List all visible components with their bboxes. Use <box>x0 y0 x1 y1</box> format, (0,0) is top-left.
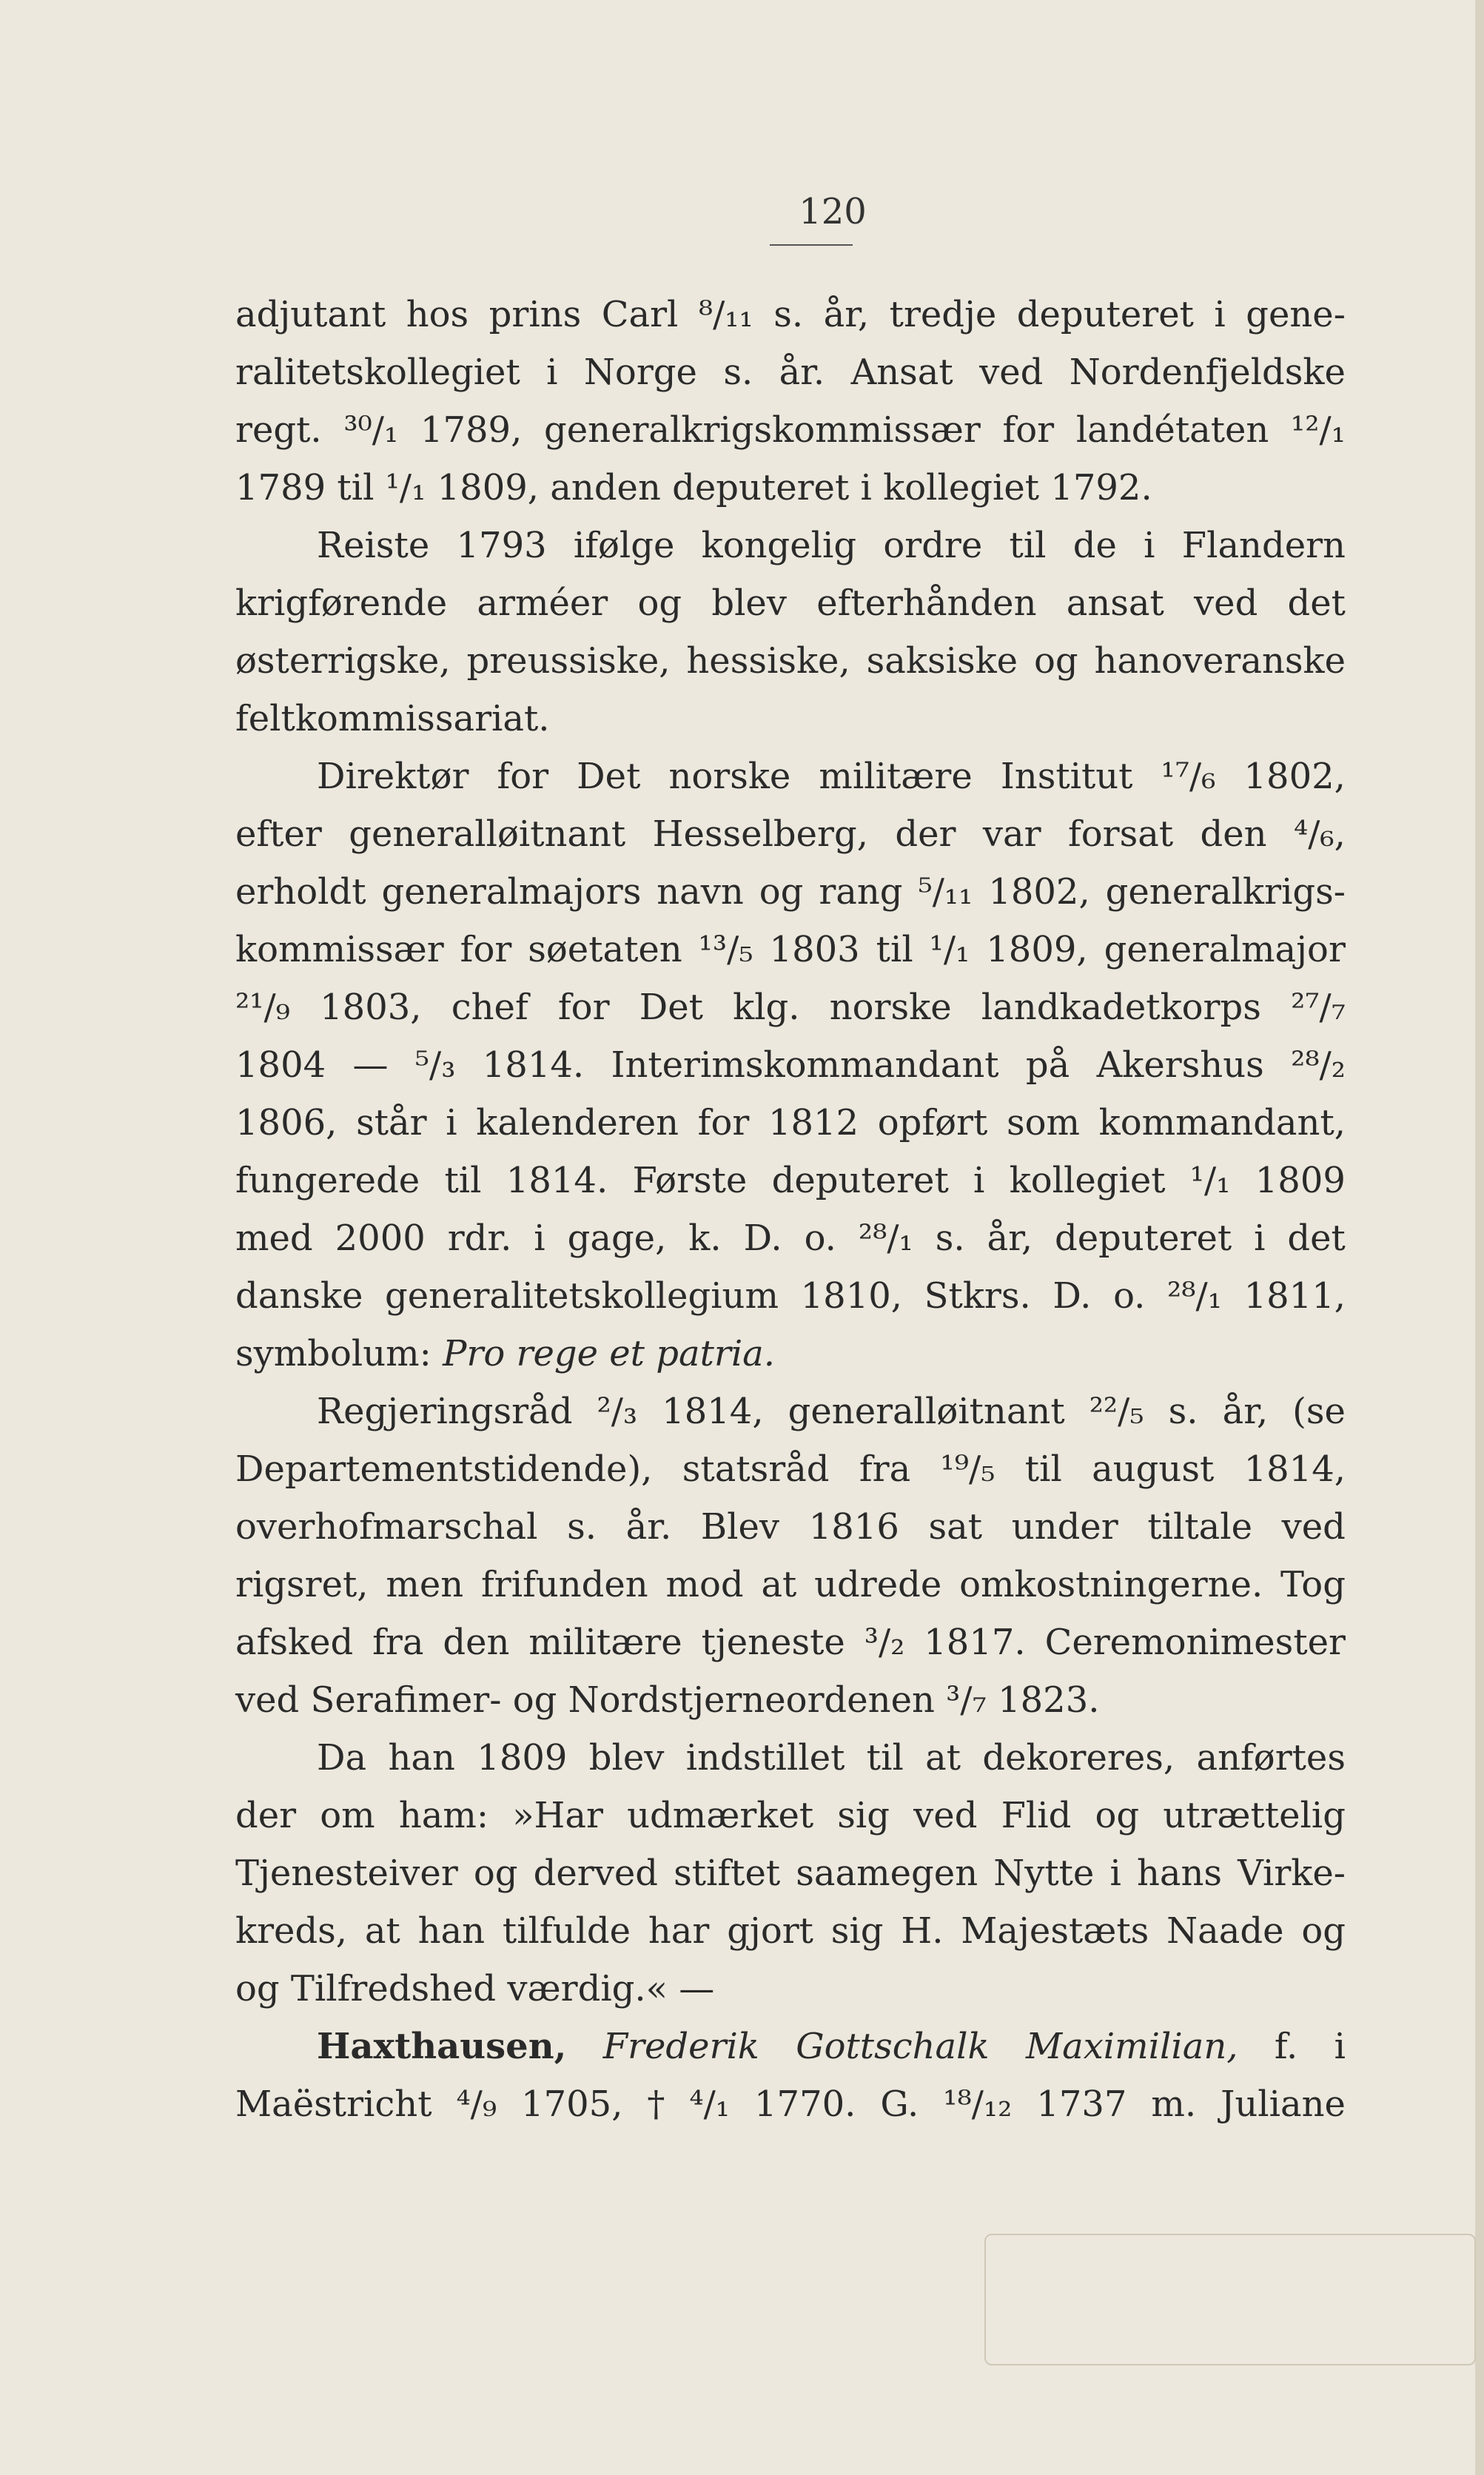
text-line <box>235 1787 1346 1844</box>
word: kollegiet <box>883 467 1040 508</box>
word: kommandant, <box>1098 1102 1346 1144</box>
word: o. <box>804 1218 836 1259</box>
word: opført <box>877 1102 988 1144</box>
word: 1737 <box>1036 2083 1127 2125</box>
word: Naade <box>1166 1910 1284 1952</box>
text-line <box>235 1671 1346 1729</box>
text-line <box>235 1152 1346 1209</box>
text-line <box>235 517 1346 574</box>
word: 2000 <box>335 1218 426 1259</box>
word: Tjenesteiver <box>235 1853 458 1894</box>
word: og <box>1301 1910 1346 1952</box>
word: saksiske <box>866 640 1018 682</box>
word: rdr. <box>447 1218 512 1259</box>
word: generalmajors <box>381 871 642 913</box>
word: ⁴/₉ <box>456 2083 497 2125</box>
word: ¹/₁ <box>385 467 426 508</box>
word: der <box>235 1795 297 1836</box>
word: ²/₃ <box>597 1391 638 1432</box>
word: s. <box>773 294 804 335</box>
word: hos <box>406 294 469 335</box>
word: 1804 <box>235 1044 326 1086</box>
word: Regjeringsråd <box>317 1391 573 1432</box>
word: og <box>1033 640 1078 682</box>
word: 1809 <box>477 1737 568 1779</box>
word: i <box>973 1160 985 1201</box>
word: ²⁸/₁ <box>858 1218 913 1259</box>
word: hans <box>1136 1853 1223 1894</box>
text-line <box>235 921 1346 978</box>
word: ⁵/₃ <box>414 1044 456 1086</box>
text-line <box>235 1556 1346 1613</box>
word: til <box>1009 525 1047 566</box>
word: D. <box>743 1218 782 1259</box>
word: 1802, <box>1243 756 1346 797</box>
word: † <box>647 2083 665 2125</box>
word: ¹/₁ <box>929 929 970 970</box>
word: erholdt <box>235 871 366 913</box>
word: regt. <box>235 409 322 451</box>
word: afsked <box>235 1622 354 1663</box>
word: fungerede <box>235 1160 420 1201</box>
word: for <box>1002 409 1055 451</box>
word: 1705, <box>521 2083 623 2125</box>
word: overhofmarschal <box>235 1506 538 1548</box>
word: ham: <box>398 1795 489 1836</box>
word: 1817. <box>924 1622 1026 1663</box>
word: — <box>352 1044 389 1086</box>
word: 1814, <box>1243 1448 1346 1490</box>
word: norske <box>668 756 791 797</box>
text-line <box>235 1498 1346 1556</box>
word: indstillet <box>685 1737 845 1779</box>
word: Maëstricht <box>235 2083 432 2125</box>
word: den <box>1200 813 1267 855</box>
scan-corner-mark <box>984 2234 1476 2365</box>
word: gage, <box>567 1218 667 1259</box>
text-line <box>235 2018 1346 2075</box>
word: 1811, <box>1243 1275 1346 1317</box>
word: Ansat <box>850 352 953 393</box>
word: i <box>1144 525 1155 566</box>
text-line <box>235 1209 1346 1267</box>
word: den <box>443 1622 510 1663</box>
page-edge <box>1475 0 1484 2475</box>
word: Maximilian, <box>1025 2026 1238 2067</box>
word: ¹⁸/₁₂ <box>943 2083 1013 2125</box>
word: ved <box>1194 582 1258 624</box>
word: at <box>761 1564 797 1605</box>
word: udrede <box>814 1564 942 1605</box>
word: til <box>866 1737 904 1779</box>
word: ansat <box>1066 582 1164 624</box>
word: 1809, <box>986 929 1088 970</box>
text-line <box>235 1613 1346 1671</box>
word: tredje <box>889 294 997 335</box>
word: sig <box>837 1795 890 1836</box>
word: til <box>876 929 913 970</box>
word: — <box>679 1968 715 2009</box>
word: ³/₂ <box>864 1622 905 1663</box>
word: Hesselberg, <box>652 813 868 855</box>
word: Nordstjerneordenen <box>568 1679 935 1721</box>
word: Det <box>577 756 641 797</box>
word: gene- <box>1246 294 1346 335</box>
word: 1812 <box>768 1102 859 1144</box>
word: generalkrigs- <box>1105 871 1346 913</box>
word: generalkrigskommissær <box>544 409 981 451</box>
word: G. <box>880 2083 919 2125</box>
word: ³/₇ <box>946 1679 987 1721</box>
word: Ceremonimester <box>1044 1622 1346 1663</box>
word: saamegen <box>796 1853 978 1894</box>
word: ²²/₅ <box>1089 1391 1144 1432</box>
word: forsat <box>1067 813 1174 855</box>
word: for <box>697 1102 750 1144</box>
word: og <box>473 1853 518 1894</box>
word: med <box>235 1218 313 1259</box>
word: gjort <box>727 1910 813 1952</box>
word: søetaten <box>528 929 682 970</box>
word: 1823. <box>998 1679 1100 1721</box>
word: at <box>925 1737 961 1779</box>
word: chef <box>451 987 528 1028</box>
word: ¹⁹/₅ <box>940 1448 996 1490</box>
word: anden <box>550 467 661 508</box>
word: ifølge <box>573 525 675 566</box>
word: generalmajor <box>1104 929 1346 970</box>
word: landétaten <box>1075 409 1269 451</box>
word: om <box>320 1795 375 1836</box>
word: klg. <box>733 987 800 1028</box>
word: ¹²/₁ <box>1291 409 1346 451</box>
word: rang <box>819 871 903 913</box>
word: og <box>1095 1795 1140 1836</box>
word: rege <box>516 1333 598 1374</box>
word: i <box>860 467 872 508</box>
word: 1793 <box>456 525 547 566</box>
word: patria. <box>656 1333 776 1374</box>
word: deputeret <box>1016 294 1194 335</box>
text-line <box>235 2075 1346 2133</box>
word: kalenderen <box>476 1102 679 1144</box>
word: Nytte <box>993 1853 1095 1894</box>
word: Blev <box>700 1506 780 1548</box>
word: Tilfredshed <box>290 1968 497 2009</box>
word: Institut <box>1000 756 1133 797</box>
word: som <box>1006 1102 1080 1144</box>
word: ⁴/₁ <box>689 2083 731 2125</box>
text-line <box>235 459 1346 517</box>
word: på <box>1025 1044 1070 1086</box>
word: s. <box>935 1218 965 1259</box>
word: Haxthausen, <box>317 2026 567 2067</box>
word: Pro <box>443 1333 506 1374</box>
text-line <box>235 748 1346 805</box>
word: for <box>557 987 610 1028</box>
word: år. <box>779 352 825 393</box>
word: tiltale <box>1147 1506 1252 1548</box>
word: sig <box>830 1910 884 1952</box>
word: 1814, <box>662 1391 764 1432</box>
word: prins <box>488 294 582 335</box>
word: m. <box>1151 2083 1197 2125</box>
word: generalløitnant <box>349 813 626 855</box>
word: ved <box>979 352 1044 393</box>
page-number-rule <box>770 244 853 246</box>
word: s. <box>723 352 753 393</box>
word: Stkrs. <box>924 1275 1031 1317</box>
word: 1809, <box>437 467 540 508</box>
word: ved <box>235 1679 300 1721</box>
text-line <box>235 401 1346 459</box>
word: s. <box>1168 1391 1198 1432</box>
word: ved <box>1281 1506 1346 1548</box>
word: det <box>1287 582 1346 624</box>
text-line <box>235 1094 1346 1152</box>
text-line <box>235 286 1346 343</box>
word: Nordenfjeldske <box>1069 352 1346 393</box>
word: ³⁰/₁ <box>343 409 399 451</box>
body-text <box>235 286 1346 2133</box>
word: i <box>1214 294 1226 335</box>
word: navn <box>657 871 744 913</box>
word: utrættelig <box>1163 1795 1346 1836</box>
word: men <box>386 1564 464 1605</box>
word: Norge <box>583 352 697 393</box>
text-line <box>235 1036 1346 1094</box>
word: generalløitnant <box>788 1391 1065 1432</box>
word: de <box>1072 525 1117 566</box>
word: og <box>235 1968 280 2009</box>
word: 1810, <box>800 1275 903 1317</box>
word: ¹/₁ <box>1189 1160 1231 1201</box>
word: ²⁸/₁ <box>1167 1275 1222 1317</box>
word: et <box>609 1333 645 1374</box>
word: frifunden <box>481 1564 648 1605</box>
word: fra <box>859 1448 911 1490</box>
word: fra <box>372 1622 424 1663</box>
word: ordre <box>883 525 983 566</box>
word: adjutant <box>235 294 386 335</box>
word: o. <box>1113 1275 1146 1317</box>
word: blev <box>711 582 787 624</box>
word: ⁸/₁₁ <box>698 294 753 335</box>
word: Reiste <box>317 525 430 566</box>
word: deputeret <box>771 1160 949 1201</box>
word: sat <box>928 1506 983 1548</box>
word: til <box>1024 1448 1062 1490</box>
word: ²⁸/₂ <box>1291 1044 1346 1086</box>
word: 1789, <box>420 409 523 451</box>
text-line <box>235 1844 1346 1902</box>
word: år, <box>987 1218 1033 1259</box>
word: det <box>1287 1218 1346 1259</box>
word: at <box>364 1910 400 1952</box>
word: under <box>1011 1506 1118 1548</box>
word: efter <box>235 813 322 855</box>
word: 1803, <box>320 987 422 1028</box>
word: symbolum: <box>235 1333 432 1374</box>
word: blev <box>588 1737 665 1779</box>
word: feltkommissariat. <box>235 698 550 739</box>
word: »Har <box>512 1795 603 1836</box>
word: anførtes <box>1196 1737 1346 1779</box>
word: Akershus <box>1096 1044 1264 1086</box>
word: i <box>1254 1218 1266 1259</box>
word: Flandern <box>1181 525 1346 566</box>
word: Majestæts <box>961 1910 1149 1952</box>
word: står <box>356 1102 427 1144</box>
word: tilfulde <box>502 1910 631 1952</box>
word: stiftet <box>674 1853 781 1894</box>
word: i <box>546 352 558 393</box>
word: Departementstidende), <box>235 1448 653 1490</box>
word: og <box>759 871 804 913</box>
text-line <box>235 1902 1346 1960</box>
word: rigsret, <box>235 1564 369 1605</box>
text-line <box>235 574 1346 632</box>
word: for <box>460 929 512 970</box>
word: Interimskommandant <box>611 1044 999 1086</box>
word: i <box>534 1218 545 1259</box>
word: hessiske, <box>686 640 850 682</box>
word: Tog <box>1280 1564 1346 1605</box>
word: for <box>497 756 549 797</box>
word: ¹⁷/₆ <box>1161 756 1216 797</box>
word: ralitetskollegiet <box>235 352 520 393</box>
text-line <box>235 978 1346 1036</box>
word: H. <box>901 1910 944 1952</box>
word: og <box>512 1679 557 1721</box>
word: k. <box>688 1218 722 1259</box>
word: år, <box>823 294 870 335</box>
word: s. <box>567 1506 597 1548</box>
text-line <box>235 863 1346 921</box>
word: landkadetkorps <box>981 987 1261 1028</box>
word: han <box>417 1910 486 1952</box>
word: kollegiet <box>1009 1160 1166 1201</box>
word: Juliane <box>1221 2083 1346 2125</box>
word: kommissær <box>235 929 444 970</box>
word: (se <box>1292 1391 1346 1432</box>
word: deputeret <box>672 467 850 508</box>
word: i <box>1109 1853 1121 1894</box>
word: Det <box>639 987 703 1028</box>
word: krigførende <box>235 582 448 624</box>
word: Første <box>632 1160 748 1201</box>
word: deputeret <box>1055 1218 1232 1259</box>
word: han <box>388 1737 455 1779</box>
word: Serafimer- <box>310 1679 502 1721</box>
word: udmærket <box>627 1795 814 1836</box>
word: generalitetskollegium <box>385 1275 779 1317</box>
word: ⁴/₆, <box>1293 813 1346 855</box>
word: 1789 <box>235 467 326 508</box>
word: 1770. <box>753 2083 856 2125</box>
word: Frederik <box>602 2026 759 2067</box>
word: mod <box>665 1564 744 1605</box>
word: og <box>637 582 682 624</box>
word: til <box>337 467 375 508</box>
word: i <box>1334 2026 1346 2067</box>
word: Flid <box>1001 1795 1072 1836</box>
text-line <box>235 1440 1346 1498</box>
word: ²⁷/₇ <box>1291 987 1346 1028</box>
word: f. <box>1274 2026 1298 2067</box>
word: Gottschalk <box>796 2026 990 2067</box>
text-line <box>235 1383 1346 1440</box>
word: derved <box>533 1853 658 1894</box>
text-line <box>235 1325 1346 1383</box>
word: hanoveranske <box>1094 640 1346 682</box>
word: militære <box>528 1622 682 1663</box>
word: ¹³/₅ <box>698 929 753 970</box>
word: militære <box>819 756 973 797</box>
word: arméer <box>477 582 608 624</box>
page-number: 120 <box>799 191 867 232</box>
word: august <box>1092 1448 1215 1490</box>
word: Direktør <box>317 756 469 797</box>
word: 1803 <box>769 929 860 970</box>
word: Da <box>317 1737 367 1779</box>
word: 1792. <box>1050 467 1152 508</box>
word: 1806, <box>235 1102 338 1144</box>
word: omkostningerne. <box>959 1564 1263 1605</box>
text-line <box>235 690 1346 748</box>
word: var <box>982 813 1041 855</box>
text-line <box>235 805 1346 863</box>
word: 1816 <box>808 1506 899 1548</box>
text-line <box>235 1960 1346 2018</box>
word: dekoreres, <box>982 1737 1175 1779</box>
word: 1814. <box>506 1160 608 1201</box>
word: preussiske, <box>466 640 671 682</box>
text-line <box>235 1729 1346 1787</box>
word: i <box>446 1102 457 1144</box>
word: kongelig <box>701 525 857 566</box>
word: østerrigske, <box>235 640 451 682</box>
word: år, <box>1222 1391 1269 1432</box>
text-line <box>235 632 1346 690</box>
word: ²¹/₉ <box>235 987 290 1028</box>
word: 1809 <box>1255 1160 1346 1201</box>
word: tjeneste <box>701 1622 845 1663</box>
word: værdig.« <box>507 1968 668 2009</box>
word: statsråd <box>682 1448 830 1490</box>
word: D. <box>1052 1275 1092 1317</box>
word: danske <box>235 1275 363 1317</box>
word: har <box>648 1910 710 1952</box>
word: Carl <box>601 294 679 335</box>
word: til <box>444 1160 482 1201</box>
word: 1802, <box>988 871 1090 913</box>
text-line <box>235 343 1346 401</box>
word: ⁵/₁₁ <box>918 871 973 913</box>
text-line <box>235 1267 1346 1325</box>
word: norske <box>829 987 952 1028</box>
word: kreds, <box>235 1910 348 1952</box>
word: år. <box>625 1506 672 1548</box>
word: efterhånden <box>816 582 1037 624</box>
word: 1814. <box>482 1044 585 1086</box>
word: ved <box>913 1795 978 1836</box>
word: Virke- <box>1238 1853 1346 1894</box>
word: der <box>895 813 956 855</box>
